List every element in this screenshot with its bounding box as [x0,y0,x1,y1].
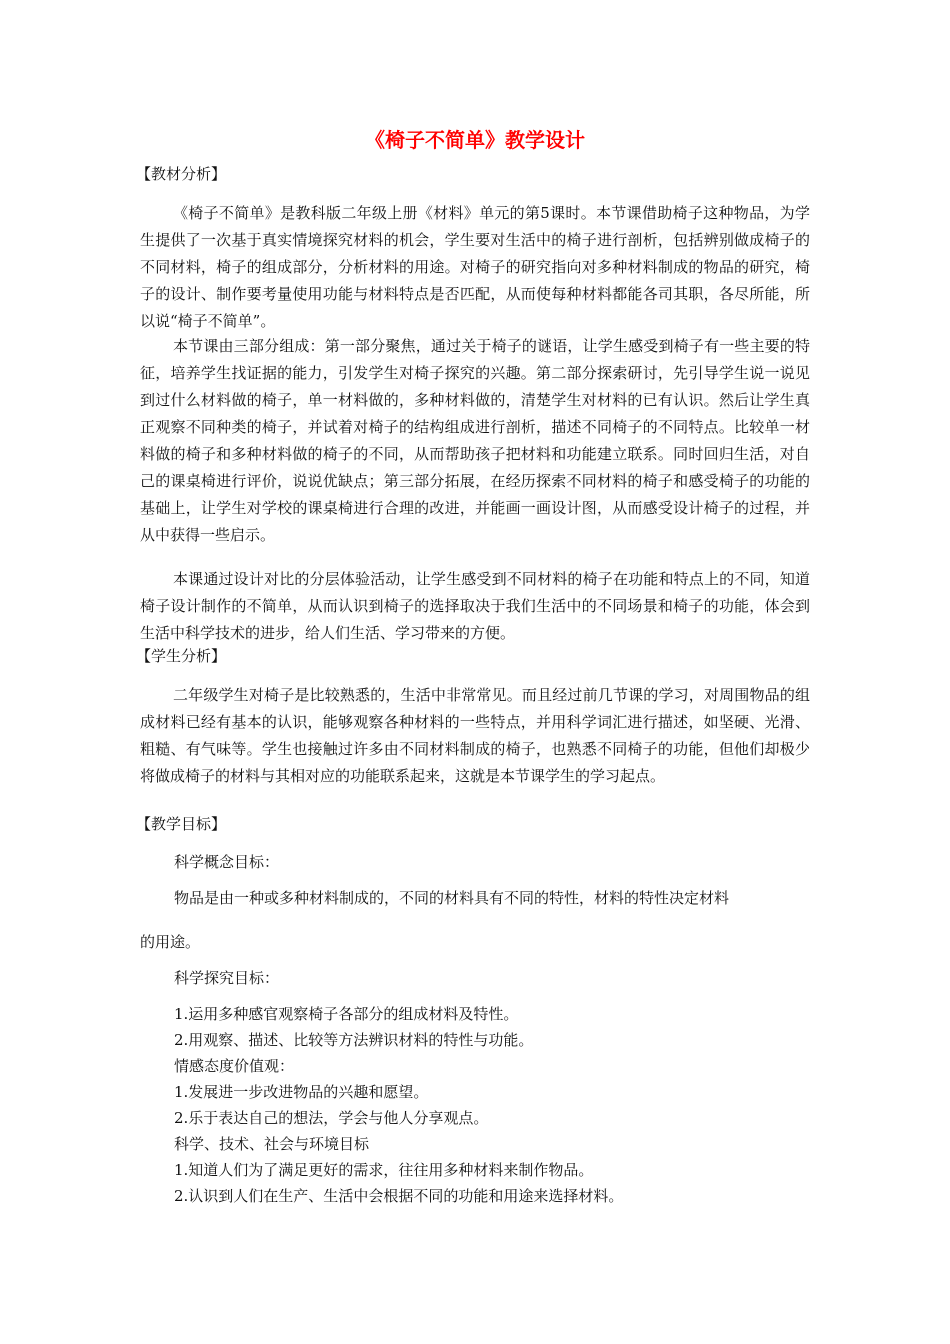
paragraph-student-1: 二年级学生对椅子是比较熟悉的，生活中非常常见。而且经过前几节课的学习，对周围物品的组成材料已经有基本的认识，能够观察各种材料的一些特点，并用科学词汇进行描述，如坚硬、光滑、粗糙、有气味等。学生也接触过许多由不同材料制成的椅子，也熟悉不同椅子的功能，但他们却极少将做成椅子的材料与其相对应的功能联系起来，这就是本节课学生的学习起点。 [140,686,810,785]
attitude-goal-label: 情感态度价值观： [174,1057,295,1075]
concept-goal-text-line-2: 的用途。 [140,933,201,951]
stse-goal-item-1: 1.知道人们为了满足更好的需求，往往用多种材料来制作物品。 [174,1161,594,1179]
section-heading-student-analysis: 【学生分析】 [136,647,227,665]
attitude-goal-item-2: 2.乐于表达自己的想法，学会与他人分享观点。 [174,1109,489,1127]
concept-goal-label: 科学概念目标： [174,853,280,871]
inquiry-goal-item-2: 2.用观察、描述、比较等方法辨识材料的特性与功能。 [174,1031,534,1049]
inquiry-goal-label: 科学探究目标： [174,969,280,987]
document-title: 《椅子不简单》教学设计 [365,128,585,152]
stse-goal-item-2: 2.认识到人们在生产、生活中会根据不同的功能和用途来选择材料。 [174,1187,624,1205]
paragraph-textbook-2: 本节课由三部分组成：第一部分聚焦，通过关于椅子的谜语，让学生感受到椅子有一些主要的特征，培养学生找证据的能力，引发学生对椅子探究的兴趣。第二部分探索研讨，先引导学生说一说见到过什么材料做的椅子，单一材料做的，多种材料做的，清楚学生对材料的已有认识。然后让学生真正观察不同种类的椅子，并试着对椅子的结构组成进行剖析，描述不同椅子的不同特点。比较单一材料做的椅子和多种材料做的椅子的不同，从而帮助孩子把材料和功能建立联系。同时回归生活，对自己的课桌椅进行评价，说说优缺点；第三部分拓展，在经历探索不同材料的椅子和感受椅子的功能的基础上，让学生对学校的课桌椅进行合理的改进，并能画一画设计图，从而感受设计椅子的过程，并从中获得一些启示。 [140,337,810,544]
paragraph-textbook-1: 《椅子不简单》是教科版二年级上册《材料》单元的第5课时。本节课借助椅子这种物品，为学生提供了一次基于真实情境探究材料的机会，学生要对生活中的椅子进行剖析，包括辨别做成椅子的不同材料，椅子的组成部分，分析材料的用途。对椅子的研究指向对多种材料制成的物品的研究，椅子的设计、制作要考量使用功能与材料特点是否匹配，从而使每种材料都能各司其职，各尽所能，所以说“椅子不简单”。 [140,204,810,330]
stse-goal-label: 科学、技术、社会与环境目标 [174,1135,370,1153]
section-heading-teaching-goals: 【教学目标】 [136,815,227,833]
inquiry-goal-item-1: 1.运用多种感官观察椅子各部分的组成材料及特性。 [174,1005,519,1023]
paragraph-textbook-3: 本课通过设计对比的分层体验活动，让学生感受到不同材料的椅子在功能和特点上的不同，知道椅子设计制作的不简单，从而认识到椅子的选择取决于我们生活中的不同场景和椅子的功能，体会到生活中科学技术的进步，给人们生活、学习带来的方便。 [140,570,810,642]
section-heading-textbook-analysis: 【教材分析】 [136,165,227,183]
concept-goal-text-line-1: 物品是由一种或多种材料制成的，不同的材料具有不同的特性，材料的特性决定材料 [174,889,730,907]
attitude-goal-item-1: 1.发展进一步改进物品的兴趣和愿望。 [174,1083,429,1101]
